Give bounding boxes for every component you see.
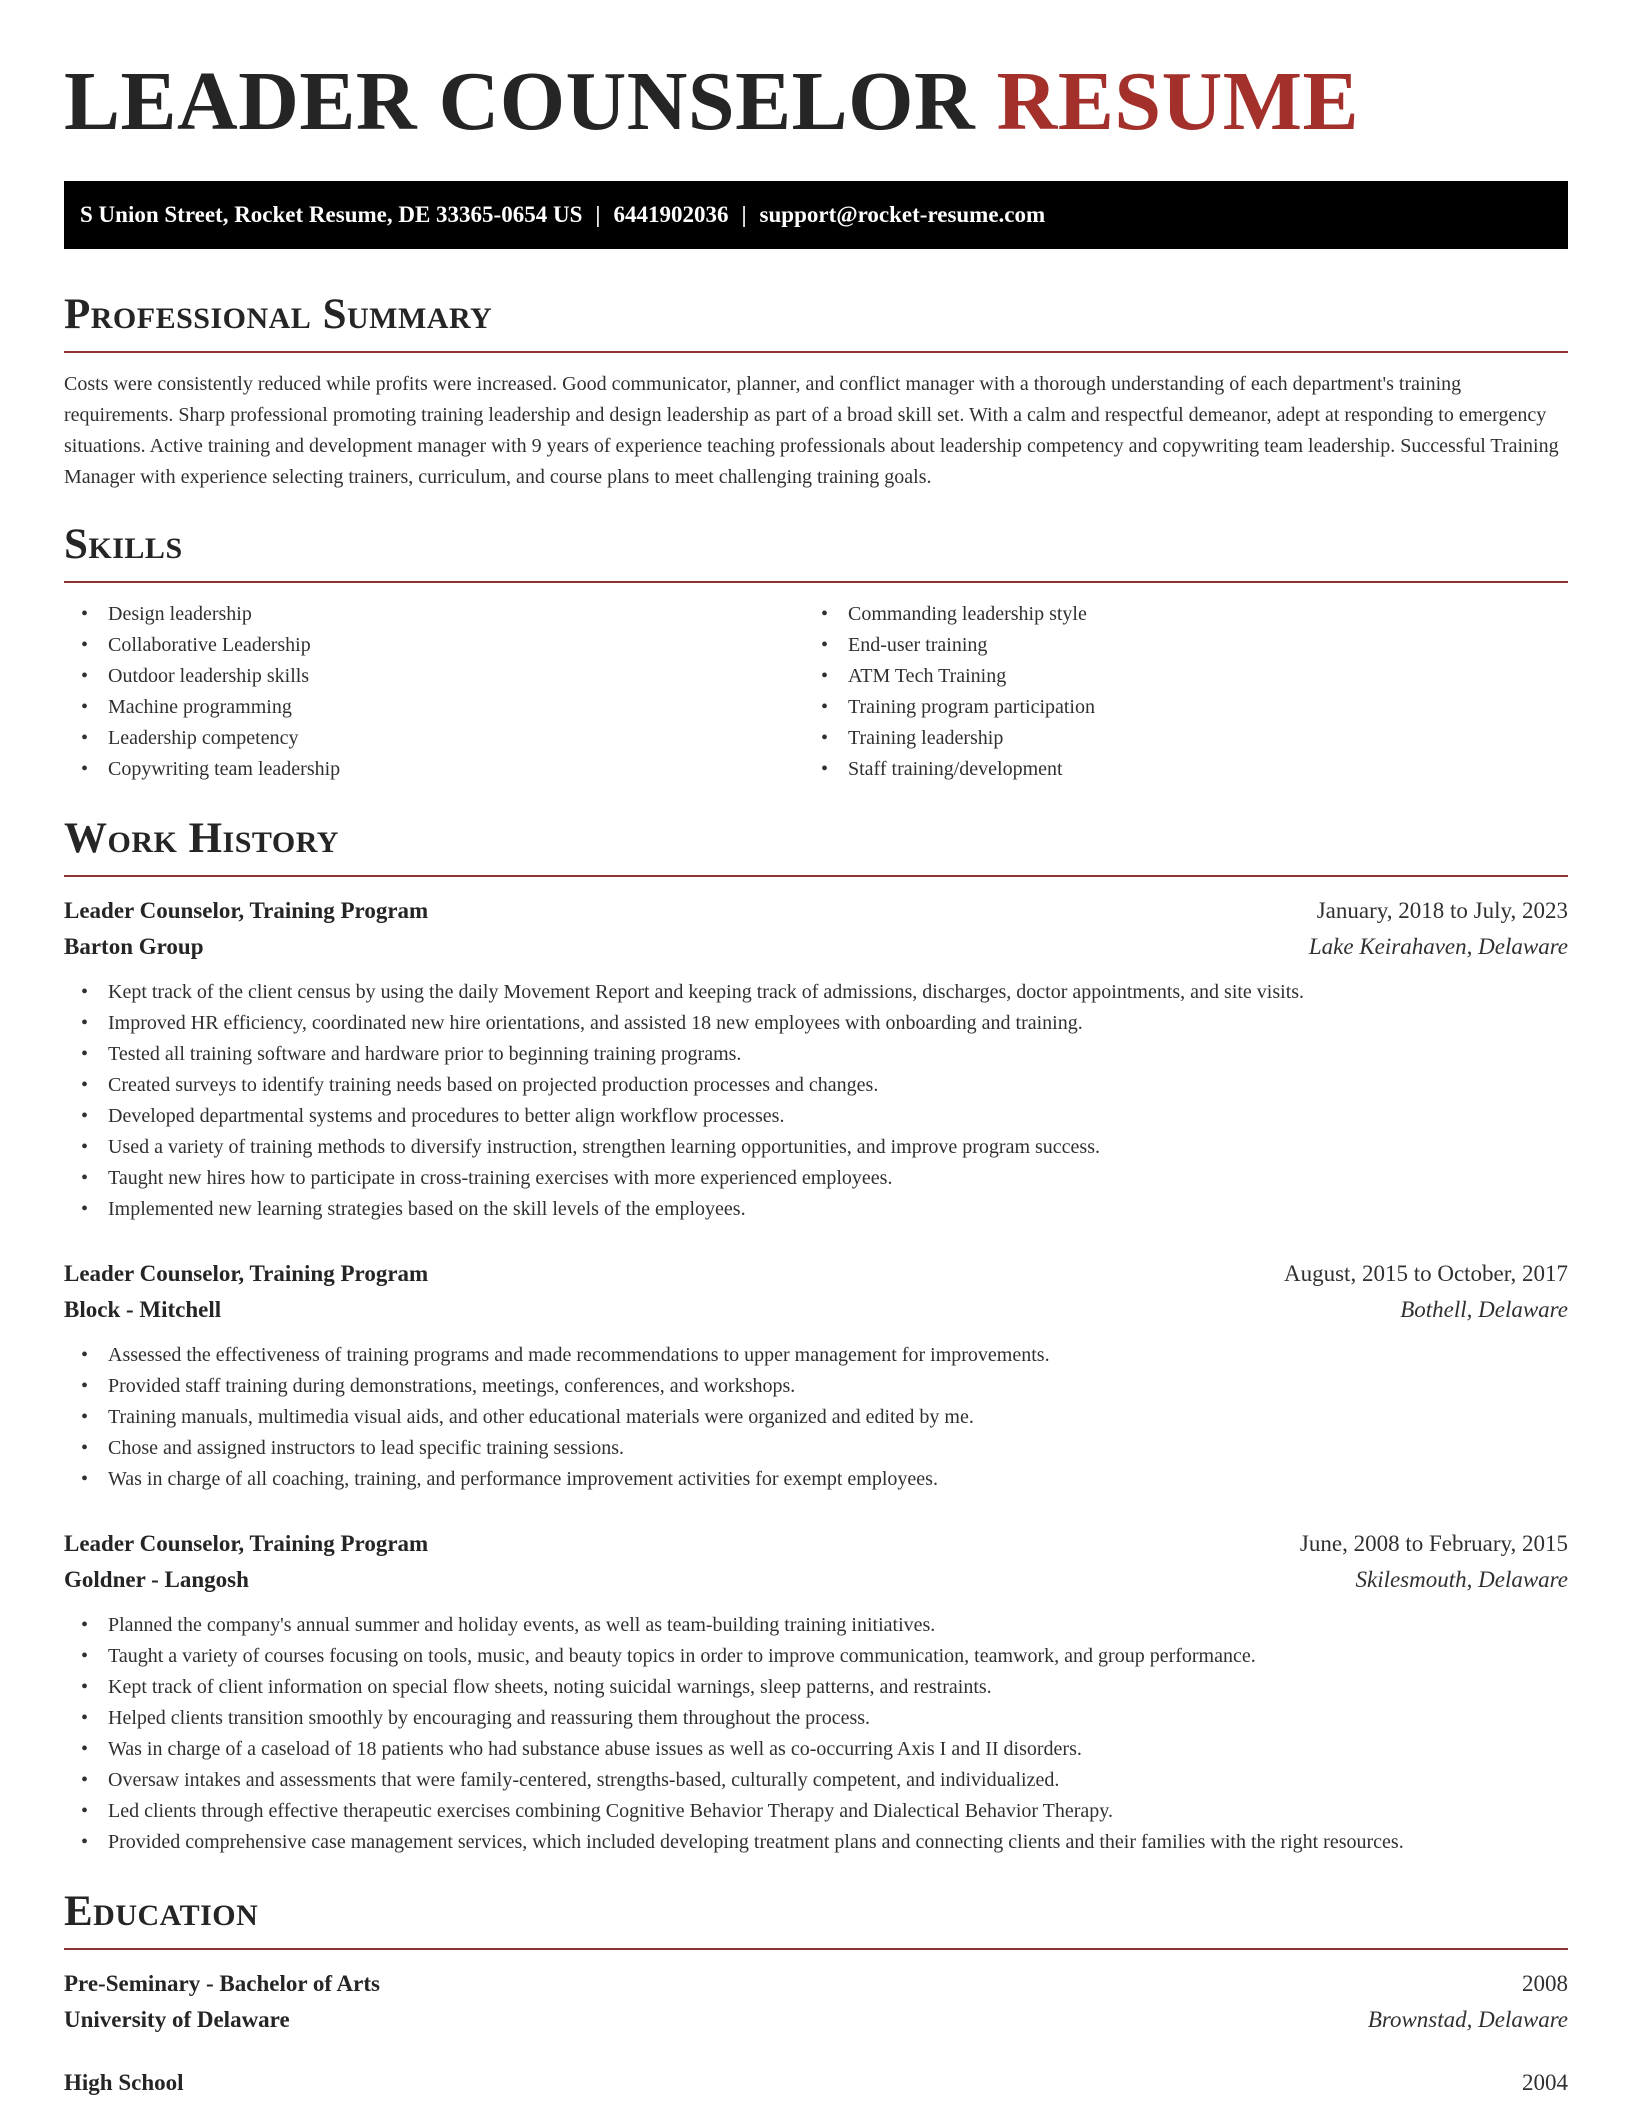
education-school-row [64,2002,1568,2038]
skill-item: • End-user training [804,630,1544,661]
work-section [64,811,1568,1858]
job-bullet: • Provided staff training during demonstrations, meetings, conferences, and workshops. [64,1371,1568,1402]
skills-section [64,517,1568,785]
job-entry [64,893,1568,1225]
education-degree: High School [64,2070,184,2095]
education-school: University of Delaware [64,2007,290,2032]
job-header-row [64,1526,1568,1562]
skill-item: • Copywriting team leadership [64,754,804,785]
skill-item: • Training leadership [804,723,1544,754]
job-title: Leader Counselor, Training Program [64,1531,429,1556]
job-dates: June, 2008 to February, 2015 [1299,1531,1568,1556]
job-bullet: • Assessed the effectiveness of training programs and made recommendations to upper management for improvements. [64,1340,1568,1371]
job-bullet: • Implemented new learning strategies based on the skill levels of the employees. [64,1194,1568,1225]
job-bullet: • Training manuals, multimedia visual aids, and other educational materials were organized and edited by me. [64,1402,1568,1433]
job-location: Lake Keirahaven, Delaware [1308,934,1568,959]
job-location: Bothell, Delaware [1400,1297,1568,1322]
skill-item: • Training program participation [804,692,1544,723]
job-bullet: • Provided comprehensive case management services, which included developing treatment plans and connecting clients and their families with the right resources. [64,1827,1568,1858]
job-dates: August, 2015 to October, 2017 [1284,1261,1568,1286]
contact-email: support@rocket-resume.com [759,202,1046,227]
education-degree-row [64,2065,1568,2101]
skills-column-left [64,599,804,785]
contact-separator: | [595,202,601,227]
contact-bar [64,181,1568,249]
education-year: 2008 [1522,1971,1568,1996]
job-bullets [64,1610,1568,1858]
job-company-row [64,1292,1568,1328]
job-bullet: • Kept track of the client census by using the daily Movement Report and keeping track of admissions, discharges, doctor appointments, and site visits. [64,977,1568,1008]
section-divider [64,351,1568,353]
education-section [64,1884,1568,2101]
job-bullet: • Taught a variety of courses focusing on tools, music, and beauty topics in order to improve communication, teamwork, and group performance. [64,1641,1568,1672]
resume-title [64,52,1568,152]
job-header-row [64,893,1568,929]
job-bullet: • Created surveys to identify training needs based on projected production processes and changes. [64,1070,1568,1101]
job-bullets [64,1340,1568,1495]
skill-item: • Commanding leadership style [804,599,1544,630]
title-accent: RESUME [996,55,1360,148]
skill-item: • Outdoor leadership skills [64,661,804,692]
job-company: Block - Mitchell [64,1297,222,1322]
education-year: 2004 [1522,2070,1568,2095]
summary-section [64,287,1568,493]
section-divider [64,581,1568,583]
job-bullets [64,977,1568,1225]
skill-item: • Staff training/development [804,754,1544,785]
job-title: Leader Counselor, Training Program [64,898,429,923]
job-bullet: • Oversaw intakes and assessments that were family-centered, strengths-based, culturally competent, and individualized. [64,1765,1568,1796]
summary-heading: Professional Summary [64,291,493,338]
skill-item: • Leadership competency [64,723,804,754]
job-bullet: • Planned the company's annual summer and holiday events, as well as team-building training initiatives. [64,1610,1568,1641]
job-bullet: • Improved HR efficiency, coordinated new hire orientations, and assisted 18 new employees with onboarding and training. [64,1008,1568,1039]
job-company: Barton Group [64,934,204,959]
skill-item: • ATM Tech Training [804,661,1544,692]
contact-phone: 6441902036 [613,202,729,227]
job-bullet: • Helped clients transition smoothly by encouraging and reassuring them throughout the process. [64,1703,1568,1734]
title-main: LEADER COUNSELOR [64,55,976,148]
education-entry [64,2065,1568,2101]
section-divider [64,875,1568,877]
job-bullet: • Chose and assigned instructors to lead specific training sessions. [64,1433,1568,1464]
education-degree-row [64,1966,1568,2002]
skill-item: • Machine programming [64,692,804,723]
job-bullet: • Kept track of client information on special flow sheets, noting suicidal warnings, sleep patterns, and restraints. [64,1672,1568,1703]
skills-columns [64,599,1568,785]
skill-item: • Design leadership [64,599,804,630]
job-title: Leader Counselor, Training Program [64,1261,429,1286]
job-bullet: • Used a variety of training methods to diversify instruction, strengthen learning opportunities, and improve program success. [64,1132,1568,1163]
job-company-row [64,929,1568,965]
job-bullet: • Tested all training software and hardware prior to beginning training programs. [64,1039,1568,1070]
skills-column-right [804,599,1544,785]
education-location: Brownstad, Delaware [1367,2007,1568,2032]
job-bullet: • Was in charge of all coaching, training, and performance improvement activities for exempt employees. [64,1464,1568,1495]
job-bullet: • Was in charge of a caseload of 18 patients who had substance abuse issues as well as co-occurring Axis I and II disorders. [64,1734,1568,1765]
work-heading: Work History [64,815,339,862]
job-bullet: • Taught new hires how to participate in cross-training exercises with more experienced employees. [64,1163,1568,1194]
contact-separator: | [741,202,747,227]
job-entry [64,1526,1568,1858]
summary-text: Costs were consistently reduced while profits were increased. Good communicator, planner, and conflict manager with a thorough understanding of each department's training requirements. Sharp professional promoting training leadership and design leadership as part of a broad skill set. With a calm and respectful demeanor, adept at responding to emergency situations. Active training and development manager with 9 years of experience teaching professionals about leadership competency and copywriting team leadership. Successful Training Manager with experience selecting trainers, curriculum, and course plans to meet challenging training goals. [64,373,1559,488]
education-degree: Pre-Seminary - Bachelor of Arts [64,1971,380,1996]
job-company: Goldner - Langosh [64,1567,249,1592]
job-bullet: • Led clients through effective therapeutic exercises combining Cognitive Behavior Therapy and Dialectical Behavior Therapy. [64,1796,1568,1827]
job-dates: January, 2018 to July, 2023 [1316,898,1568,923]
job-header-row [64,1256,1568,1292]
education-heading: Education [64,1888,259,1935]
skill-item: • Collaborative Leadership [64,630,804,661]
section-divider [64,1948,1568,1950]
job-bullet: • Developed departmental systems and procedures to better align workflow processes. [64,1101,1568,1132]
skills-heading: Skills [64,521,183,568]
job-location: Skilesmouth, Delaware [1355,1567,1568,1592]
contact-address: S Union Street, Rocket Resume, DE 33365-0654 US [80,202,583,227]
education-entry [64,1966,1568,2038]
job-company-row [64,1562,1568,1598]
job-entry [64,1256,1568,1495]
